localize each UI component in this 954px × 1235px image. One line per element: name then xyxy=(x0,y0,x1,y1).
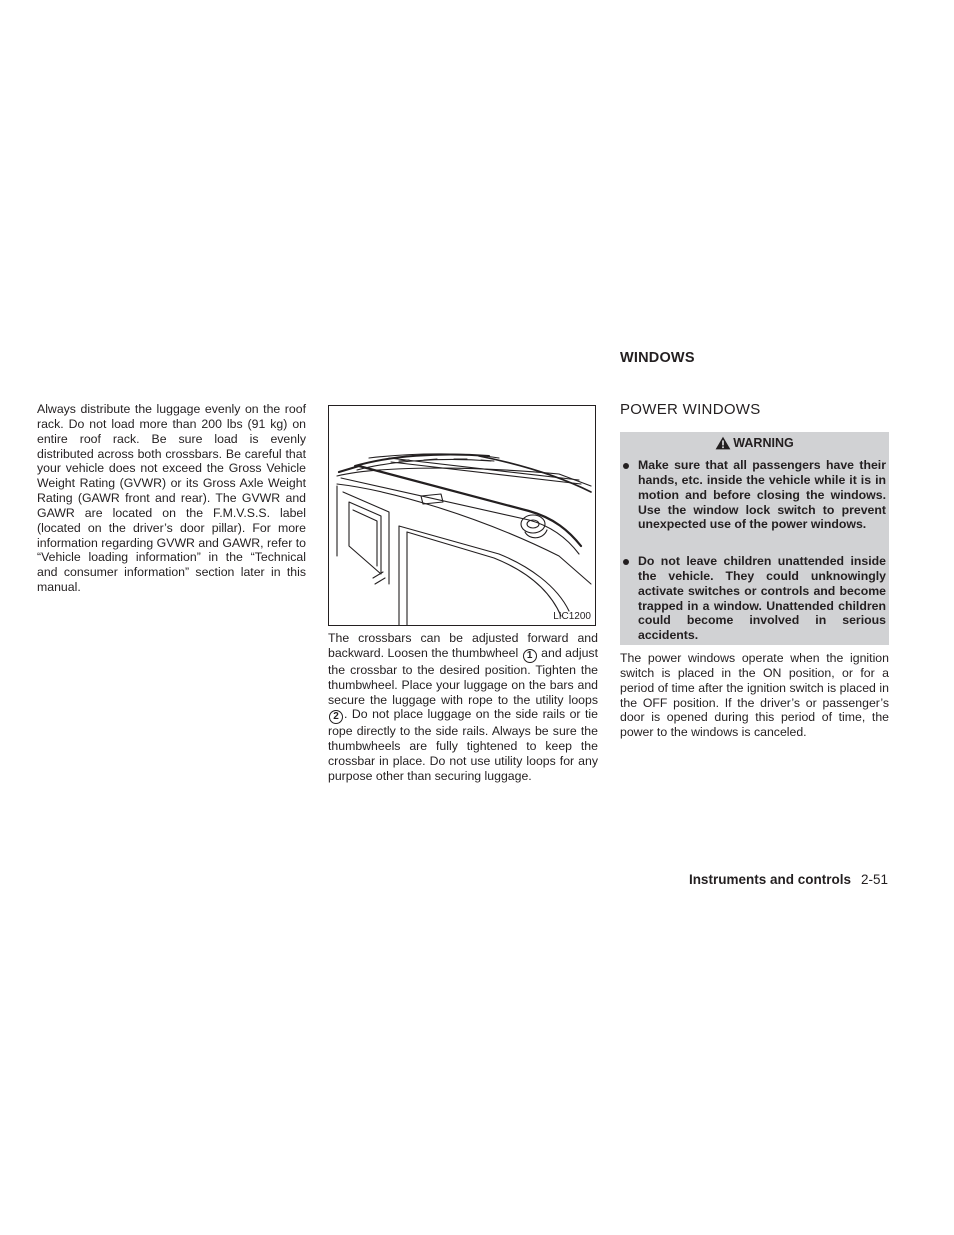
warning-item: Make sure that all passengers have their hands, etc. inside the vehicle while it is in motion and before closing the windows. Use the window lock switch to prevent unexpected use of the power windows. xyxy=(638,458,886,532)
power-windows-paragraph: The power windows operate when the ignition switch is placed in the ON position, or for a period of time after the ignition switch is placed in the OFF position. If the driver’s or passenger’s door is opened during this period of time, the power to the windows is canceled. xyxy=(620,651,889,740)
figure-code: LIC1200 xyxy=(553,611,591,622)
roof-rack-crossbar-illustration xyxy=(329,406,595,625)
right-column-text xyxy=(620,651,889,740)
crossbar-adjust-paragraph xyxy=(328,631,598,784)
crossbar-text-a: The crossbars can be adjusted forward and backward. Loosen the thumbwheel xyxy=(328,631,598,660)
roof-rack-load-paragraph: Always distribute the luggage evenly on the roof rack. Do not load more than 200 lbs (91 kg) on entire roof rack. Be sure load is evenly distributed across both crossbars. Be careful that your vehicle does not exceed the Gross Vehicle Weight Rating (GVWR) or its Gross Axle Weight Rating (GAWR front and rear). The GVWR and GAWR are located on the F.M.V.S.S. label (located on the driver’s door pillar). For more information regarding GVWR and GAWR, refer to “Vehicle loading information” in the “Technical and consumer information” section later in this manual. xyxy=(37,402,306,595)
callout-1: 1 xyxy=(523,649,537,663)
warning-triangle-icon xyxy=(715,436,731,450)
callout-2: 2 xyxy=(329,710,343,724)
middle-column xyxy=(328,631,598,784)
left-column xyxy=(37,402,306,595)
crossbar-text-c: . Do not place luggage on the side rails or tie rope directly to the side rails. Always be sure the thumbwheels are fully tightened to keep the crossbar in place. Do not use utility loops for any purpose other than securing luggage. xyxy=(328,707,598,783)
page-footer xyxy=(689,872,888,888)
warning-label: WARNING xyxy=(733,436,794,450)
crossbar-text-b: and adjust the crossbar to the desired position. Tighten the thumbwheel. Place your luggage on the bars and secure the luggage with rope to the utility loops xyxy=(328,645,598,707)
footer-section-name: Instruments and controls xyxy=(688,872,851,887)
warning-box xyxy=(620,432,889,645)
bullet-icon xyxy=(623,559,629,565)
roof-rack-figure xyxy=(328,405,596,626)
page-number: 2-51 xyxy=(860,872,888,887)
warning-body xyxy=(620,455,889,645)
subsection-title: POWER WINDOWS xyxy=(620,401,761,418)
section-title: WINDOWS xyxy=(620,350,695,366)
warning-item: Do not leave children unattended inside the vehicle. They could unknowingly activate switches or controls and become trapped in a window. Unattended children could become involved in serious accidents. xyxy=(638,554,886,643)
warning-header xyxy=(620,432,889,453)
bullet-icon xyxy=(623,463,629,469)
